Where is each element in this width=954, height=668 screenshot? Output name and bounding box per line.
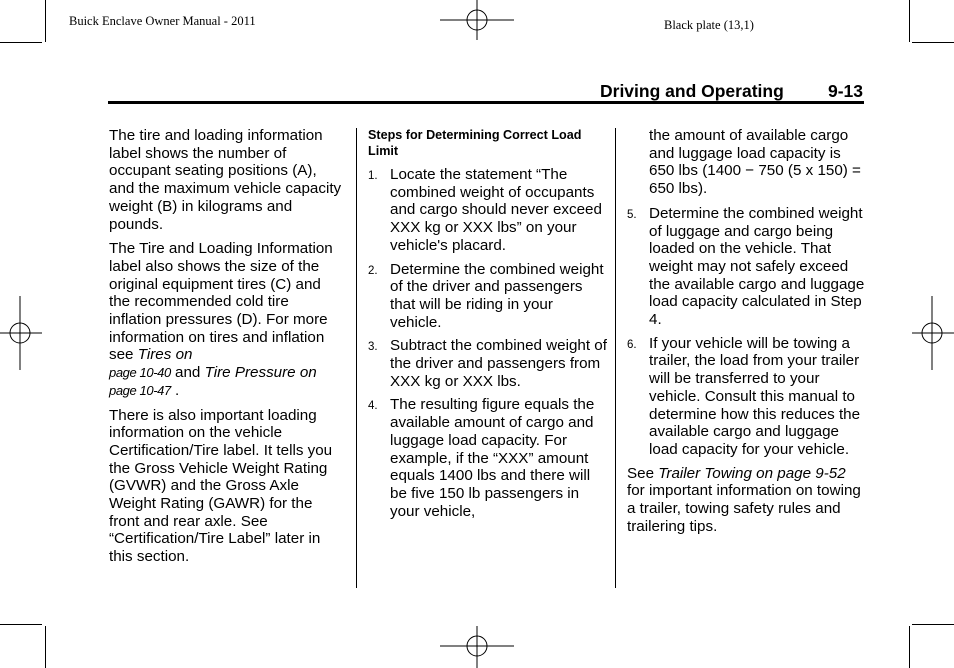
registration-mark-icon bbox=[912, 296, 954, 370]
registration-mark-icon bbox=[0, 296, 42, 370]
header-rule bbox=[108, 101, 864, 104]
paragraph: The tire and loading information label shows the number of occupant seating positions (A), and the maximum vehicle capacity weight (B) in kilograms and pounds. bbox=[109, 127, 342, 233]
cross-reference-page[interactable]: page 10-40 bbox=[109, 365, 171, 381]
list-item bbox=[368, 396, 608, 520]
paragraph-text: The Tire and Loading Information label also shows the size of the original equipment tires (C) and the recommended cold tire inflation pressures (D). For more information on tires and inflation see bbox=[109, 240, 333, 364]
crop-mark bbox=[912, 42, 954, 43]
list-item bbox=[368, 261, 608, 332]
crop-mark bbox=[45, 626, 46, 668]
list-item bbox=[368, 166, 608, 255]
list-item bbox=[627, 205, 867, 329]
step-text: If your vehicle will be towing a trailer, the load from your trailer will be transferred to your vehicle. Consult this manual to determine how this reduces the available cargo and luggage load capacity for your vehicle. bbox=[649, 334, 861, 458]
step-number: 1. bbox=[368, 170, 378, 182]
document-title: Buick Enclave Owner Manual - 2011 bbox=[69, 14, 256, 28]
step-number: 5. bbox=[627, 208, 637, 221]
column-divider bbox=[356, 128, 357, 588]
conjunction: and bbox=[175, 364, 201, 382]
crop-mark bbox=[909, 0, 910, 42]
column-divider bbox=[615, 128, 616, 588]
cross-reference-link[interactable]: Trailer Towing on page 9-52 bbox=[658, 464, 846, 482]
step-text: Determine the combined weight of the driver and passengers that will be riding in your vehicle. bbox=[390, 260, 604, 331]
crop-mark bbox=[909, 626, 910, 668]
column-2 bbox=[368, 127, 608, 526]
crop-mark bbox=[0, 624, 42, 625]
step-number: 2. bbox=[368, 264, 378, 277]
period: . bbox=[175, 381, 180, 399]
cross-reference-page[interactable]: page 10-47 bbox=[109, 382, 171, 398]
crop-mark bbox=[45, 0, 46, 42]
continuation-text: the amount of available cargo and luggage load capacity is 650 lbs (1400 − 750 (5 x 150) = 650 lbs). bbox=[649, 127, 861, 198]
paragraph bbox=[627, 465, 867, 536]
registration-mark-icon bbox=[440, 626, 514, 668]
crop-mark bbox=[912, 624, 954, 625]
paragraph: There is also important loading information on the vehicle Certification/Tire label. It tells you the Gross Vehicle Weight Rating (GVWR) and the Gross Axle Weight Rating (GAWR) for the front and rear axle. See “Certification/Tire Label” later in this section. bbox=[109, 406, 333, 566]
step-number: 6. bbox=[627, 338, 637, 351]
registration-mark-icon bbox=[440, 0, 514, 44]
list-item bbox=[627, 335, 867, 459]
cross-reference-link[interactable]: Tire Pressure on bbox=[204, 364, 317, 382]
see-prefix: See bbox=[627, 464, 655, 482]
step-text: Determine the combined weight of luggage and cargo being loaded on the vehicle. That weight may not safely exceed the available cargo and luggage load capacity calculated in Step 4. bbox=[649, 204, 865, 329]
step-number: 4. bbox=[368, 400, 378, 413]
see-suffix: for important information on towing a trailer, towing safety rules and trailering tips. bbox=[627, 482, 861, 535]
step-text: The resulting figure equals the available amount of cargo and luggage load capacity. For example, if the “XXX” amount equals 1400 lbs and there will be five 150 lb passengers in your vehicle, bbox=[390, 396, 595, 520]
column-3 bbox=[627, 127, 867, 542]
page-number: 9-13 bbox=[828, 81, 864, 101]
section-title: Driving and Operating bbox=[600, 81, 784, 101]
cross-reference-link[interactable]: Tires on bbox=[137, 346, 193, 364]
step-text: Subtract the combined weight of the driver and passengers from XXX kg or XXX lbs. bbox=[390, 337, 607, 390]
crop-mark bbox=[0, 42, 42, 43]
plate-info: Black plate (13,1) bbox=[664, 18, 754, 32]
list-item bbox=[368, 337, 608, 390]
column-1 bbox=[109, 127, 345, 573]
paragraph bbox=[109, 240, 345, 399]
step-number: 3. bbox=[368, 341, 378, 354]
step-text: Locate the statement “The combined weight of occupants and cargo should never exceed XXX kg or XXX lbs” on your vehicle's placard. bbox=[390, 166, 602, 254]
sub-heading: Steps for Determining Correct Load Limit bbox=[368, 128, 582, 158]
